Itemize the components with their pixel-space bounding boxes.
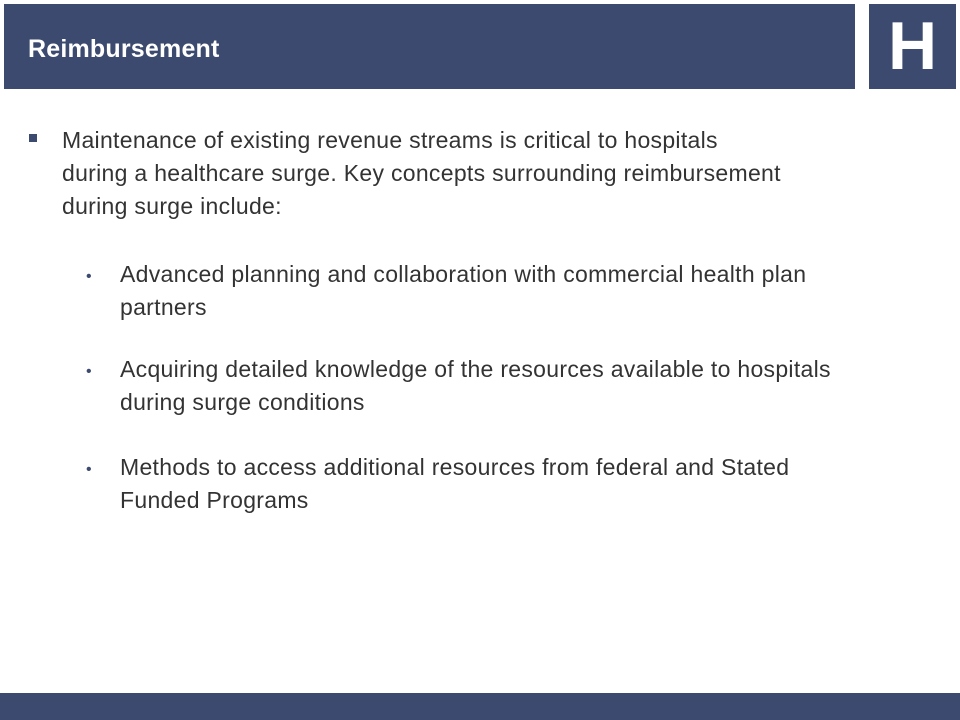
main-point-text: Maintenance of existing revenue streams is critical to hospitals during a healthcare surge. Key concepts surrounding reimbursement during surge include: [62, 127, 781, 219]
sub-point-text: Advanced planning and collaboration with commercial health plan partners [120, 261, 807, 320]
dot-bullet-icon: • [86, 363, 92, 380]
hospital-logo [869, 4, 956, 89]
footer-bar [0, 693, 960, 720]
slide-title: Reimbursement [28, 35, 220, 63]
sub-point-text: Acquiring detailed knowledge of the resources available to hospitals during surge conditions [120, 356, 831, 415]
title-bar [4, 4, 855, 89]
hospital-logo-letter: H [887, 8, 938, 84]
dot-bullet-icon: • [86, 461, 92, 478]
dot-bullet-icon: • [86, 268, 92, 285]
sub-point-text: Methods to access additional resources from federal and Stated Funded Programs [120, 454, 790, 513]
square-bullet-icon [29, 134, 37, 142]
